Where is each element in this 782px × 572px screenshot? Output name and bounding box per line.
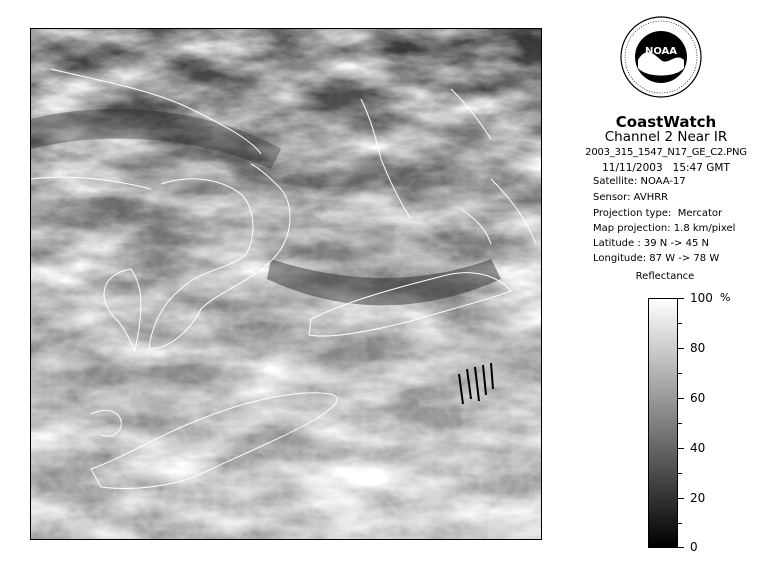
sensor-info: Sensor: AVHRR: [593, 192, 669, 203]
scale-tick: [678, 448, 684, 449]
file-name: 2003_315_1547_N17_GE_C2.PNG: [585, 147, 747, 158]
latitude-range: Latitude : 39 N -> 45 N: [593, 238, 709, 249]
scale-tick-label: 80: [690, 341, 706, 355]
scale-unit: %: [720, 291, 731, 304]
noaa-logo: [620, 16, 702, 98]
reflectance-scale-bar: [648, 298, 678, 548]
product-title: CoastWatch: [615, 113, 717, 131]
map-projection: Map projection: 1.8 km/pixel: [593, 223, 736, 234]
scale-tick: [678, 498, 684, 499]
satellite-image: [30, 28, 542, 540]
scale-tick-label: 0: [690, 540, 698, 554]
scale-label: Reflectance: [635, 271, 695, 282]
scale-tick-label: 20: [690, 491, 706, 505]
scale-tick: [678, 348, 684, 349]
satellite-info: Satellite: NOAA-17: [593, 176, 686, 187]
scale-tick-minor: [678, 373, 682, 374]
projection-type: Projection type: Mercator: [593, 208, 723, 219]
scale-tick-minor: [678, 523, 682, 524]
noaa-logo-text: NOAA: [644, 46, 678, 57]
scale-tick-label: 100: [690, 291, 713, 305]
scale-tick: [678, 547, 684, 548]
scale-tick-label: 60: [690, 391, 706, 405]
scale-tick-label: 40: [690, 441, 706, 455]
satellite-map-svg: [31, 29, 542, 540]
scale-tick: [678, 398, 684, 399]
scale-tick-minor: [678, 423, 682, 424]
scale-tick: [678, 298, 684, 299]
date-time: 11/11/2003 15:47 GMT: [602, 162, 730, 174]
channel-name: Channel 2 Near IR: [604, 129, 728, 145]
scale-tick-minor: [678, 323, 682, 324]
scale-tick-minor: [678, 473, 682, 474]
longitude-range: Longitude: 87 W -> 78 W: [593, 253, 720, 264]
